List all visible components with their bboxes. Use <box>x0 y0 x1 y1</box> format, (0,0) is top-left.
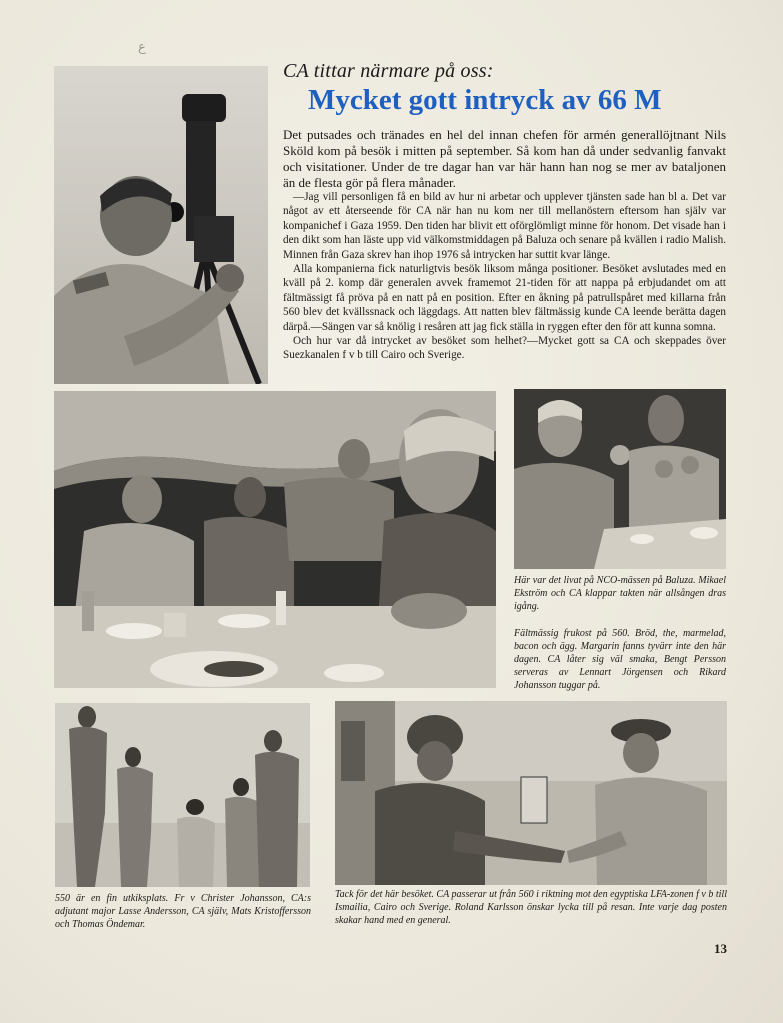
photo-farewell-handshake <box>335 701 727 885</box>
caption-nco-mess: Här var det livat på NCO-mässen på Baluza. Mikael Ekström och CA klappar takten när allsången dras igång. <box>514 575 726 612</box>
caption-breakfast: Fältmässig frukost på 560. Bröd, the, marmelad, bacon och ägg. Margarin fanns tyvärr inte den här dagen. CA låter sig väl smaka, Bengt Persson serveras av Lennart Jörgensen och Rikard Johansson tuggar på. <box>514 628 726 691</box>
caption-lookout: 550 är en fin utkiksplats. Fr v Christer Johansson, CA:s adjutant major Lasse Andersson, CA själv, Mats Kristoffersson och Thomas Öndemar. <box>55 893 311 930</box>
article-paragraph: —Jag vill personligen få en bild av hur ni arbetar och upplever tjänsten sade han bl a. Det var något av ett återseende för CA när han nu kom ner till mellanöstern eftersom han själv var kompanichef i Gaza 1959. Den tiden har blivit ett oförglömligt minne för honom. Det visade han i den dikt som han läste upp vid välkomstmiddagen på Baluza och senare på kvällen i radio Malish. Minnen från Gaza skrev han ihop 1976 så intrycken har suttit kvar länge. <box>283 191 726 261</box>
photo-general-camera <box>54 66 268 384</box>
article-body <box>283 190 726 363</box>
article-lead: Det putsades och tränades en hel del innan chefen för armén generallöjtnant Nils Sköld kom på besök i mitten på september. Så kom han då under sedvanlig fanvakt och visitationer. Under de tre dagar han var här hann han nog se mer av bataljonen än de flesta gör på flera månader. <box>283 127 726 190</box>
article-kicker: CA tittar närmare på oss: <box>283 60 494 82</box>
article-headline: Mycket gott intryck av 66 M <box>308 84 662 116</box>
article-paragraph: Alla kompanierna fick naturligtvis besök liksom många positioner. Besöket avslutades med en kväll på 2. komp där generalen avvek framemot 21-tiden för att nappa på erbjudandet om att fältmässigt få pröva på en natt på en position. Efter en åkning på patrullspåret med killarna från 560 blev det kvällssnack och läggdags. Att natten blev fältmässig kunde CA leende berätta dagen därpå.—Sängen var så knölig i resåren att jag fick ställa in ryggen efter den för att kunna somna. <box>283 263 726 333</box>
photo-lookout <box>55 703 310 887</box>
margin-pencil-mark: ع <box>138 40 146 55</box>
page-number: 13 <box>714 941 727 956</box>
photo-nco-mess <box>514 389 726 569</box>
article-paragraph: Och hur var då intrycket av besöket som helhet?—Mycket gott sa CA och skeppades över Suezkanalen f v b till Cairo och Sverige. <box>283 335 726 362</box>
photo-breakfast-tent <box>54 391 496 688</box>
caption-farewell: Tack för det här besöket. CA passerar ut från 560 i riktning mot den egyptiska LFA-zonen f v b till Ismailia, Cairo och Sverige. Roland Karlsson önskar lycka till på resan. Inte varje dag posten skakar hand med en general. <box>335 889 727 926</box>
